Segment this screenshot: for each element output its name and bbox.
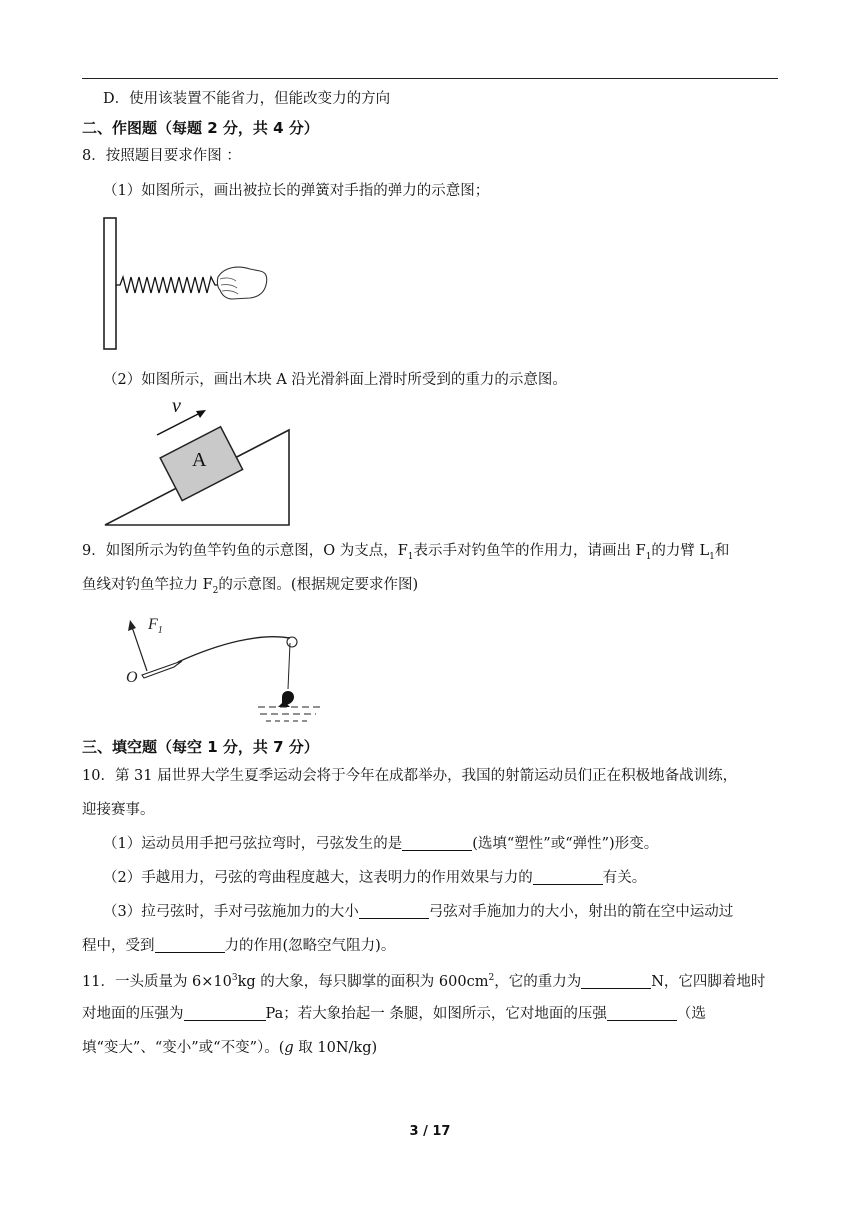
spring xyxy=(116,277,222,293)
q10-text: (选填“塑性”或“弹性”)形变。 xyxy=(472,836,659,852)
header-rule xyxy=(82,78,778,79)
q11-line1 xyxy=(82,972,765,992)
q9-line1 xyxy=(82,541,729,561)
q9-text: 和 xyxy=(714,543,730,559)
q10-part3-cont xyxy=(82,936,395,956)
force-f1-arrow xyxy=(132,627,147,671)
q9-sub: 1 xyxy=(645,551,652,562)
hand-icon xyxy=(217,267,266,299)
q10-text: 弓弦对手施加力的大小，射出的箭在空中运动过 xyxy=(428,904,734,920)
answer-blank[interactable] xyxy=(581,973,651,989)
q10-text: （1）运动员用手把弓弦拉弯时，弓弦发生的是 xyxy=(103,836,403,852)
q8-stem: 8．按照题目要求作图 ： xyxy=(82,148,241,164)
q11-g: g xyxy=(284,1040,294,1056)
q9-text: 9．如图所示为钓鱼竿钓鱼的示意图，O 为支点，F xyxy=(82,543,408,559)
q9-sub: 2 xyxy=(212,585,219,596)
q11-text: ，它的重力为 xyxy=(494,974,582,990)
section-2-title: 二、作图题（每题 2 分，共 4 分） xyxy=(82,119,319,137)
rod-tip xyxy=(287,637,297,647)
force-f1-arrowhead xyxy=(128,620,136,631)
q7-option-d: D．使用该装置不能省力，但能改变力的方向 xyxy=(103,91,391,107)
q11-text: Pa；若大象抬起一 条腿，如图所示，它对地面的压强 xyxy=(265,1006,607,1022)
q9-sub: 1 xyxy=(709,551,715,562)
incline-figure xyxy=(100,396,300,530)
q10-text: 程中，受到 xyxy=(82,938,155,954)
rod-handle xyxy=(142,661,182,678)
answer-blank[interactable] xyxy=(359,903,429,919)
q10-part3 xyxy=(103,902,733,922)
q11-text: 取 10N/kg) xyxy=(293,1040,378,1056)
answer-blank[interactable] xyxy=(402,835,472,851)
q11-line3 xyxy=(82,1038,377,1058)
block-label: A xyxy=(192,449,207,471)
q8-part1: （1）如图所示，画出被拉长的弹簧对手指的弹力的示意图； xyxy=(103,183,490,199)
q11-text: 对地面的压强为 xyxy=(82,1006,184,1022)
q9-sub: 1 xyxy=(407,551,414,562)
q11-sup: 3 xyxy=(231,973,238,984)
q11-line2 xyxy=(82,1004,706,1024)
q10-text: （3）拉弓弦时，手对弓弦施加力的大小 xyxy=(103,904,359,920)
q8-part2: （2）如图所示，画出木块 A 沿光滑斜面上滑时所受到的重力的示意图。 xyxy=(103,372,567,388)
spring-hand-figure xyxy=(100,215,280,355)
q10-part1 xyxy=(103,834,658,854)
q10-line1: 10．第 31 届世界大学生夏季运动会将于今年在成都举办，我国的射箭运动员们正在积极地备战训练， xyxy=(82,768,738,784)
q9-text: 鱼线对钓鱼竿拉力 F xyxy=(82,577,213,593)
q10-text: 力的作用(忽略空气阻力)。 xyxy=(224,938,396,954)
q11-text: kg 的大象，每只脚掌的面积为 600cm xyxy=(237,974,489,990)
pivot-label: O xyxy=(126,669,138,686)
q11-text: （选 xyxy=(676,1006,706,1022)
answer-blank[interactable] xyxy=(155,937,225,953)
answer-blank[interactable] xyxy=(533,869,603,885)
q9-line2 xyxy=(82,575,418,595)
q9-text: 的示意图。(根据规定要求作图) xyxy=(218,577,419,593)
page-number: 3 / 17 xyxy=(409,1124,451,1139)
rod xyxy=(178,637,290,662)
q10-text: 有关。 xyxy=(602,870,647,886)
q11-sup: 2 xyxy=(488,973,495,984)
wall xyxy=(104,218,116,349)
q11-text: 11．一头质量为 6×10 xyxy=(82,974,232,990)
q10-line2: 迎接赛事。 xyxy=(82,802,155,818)
answer-blank[interactable] xyxy=(607,1005,677,1021)
q9-text: 表示手对钓鱼竿的作用力，请画出 F xyxy=(413,543,646,559)
q9-text: 的力臂 L xyxy=(651,543,710,559)
q10-text: （2）手越用力，弓弦的弯曲程度越大，这表明力的作用效果与力的 xyxy=(103,870,533,886)
velocity-label: v xyxy=(172,396,181,417)
fishing-rod-figure xyxy=(110,605,350,725)
q11-text: N，它四脚着地时 xyxy=(651,974,766,990)
q10-part2 xyxy=(103,868,646,888)
section-3-title: 三、填空题（每空 1 分，共 7 分） xyxy=(82,738,319,756)
q11-text: 填“变大”、“变小”或“不变”）。( xyxy=(82,1040,285,1056)
answer-blank[interactable] xyxy=(184,1005,266,1021)
force-f1-label: $F_1$ xyxy=(148,616,163,636)
fishing-line xyxy=(288,643,290,689)
